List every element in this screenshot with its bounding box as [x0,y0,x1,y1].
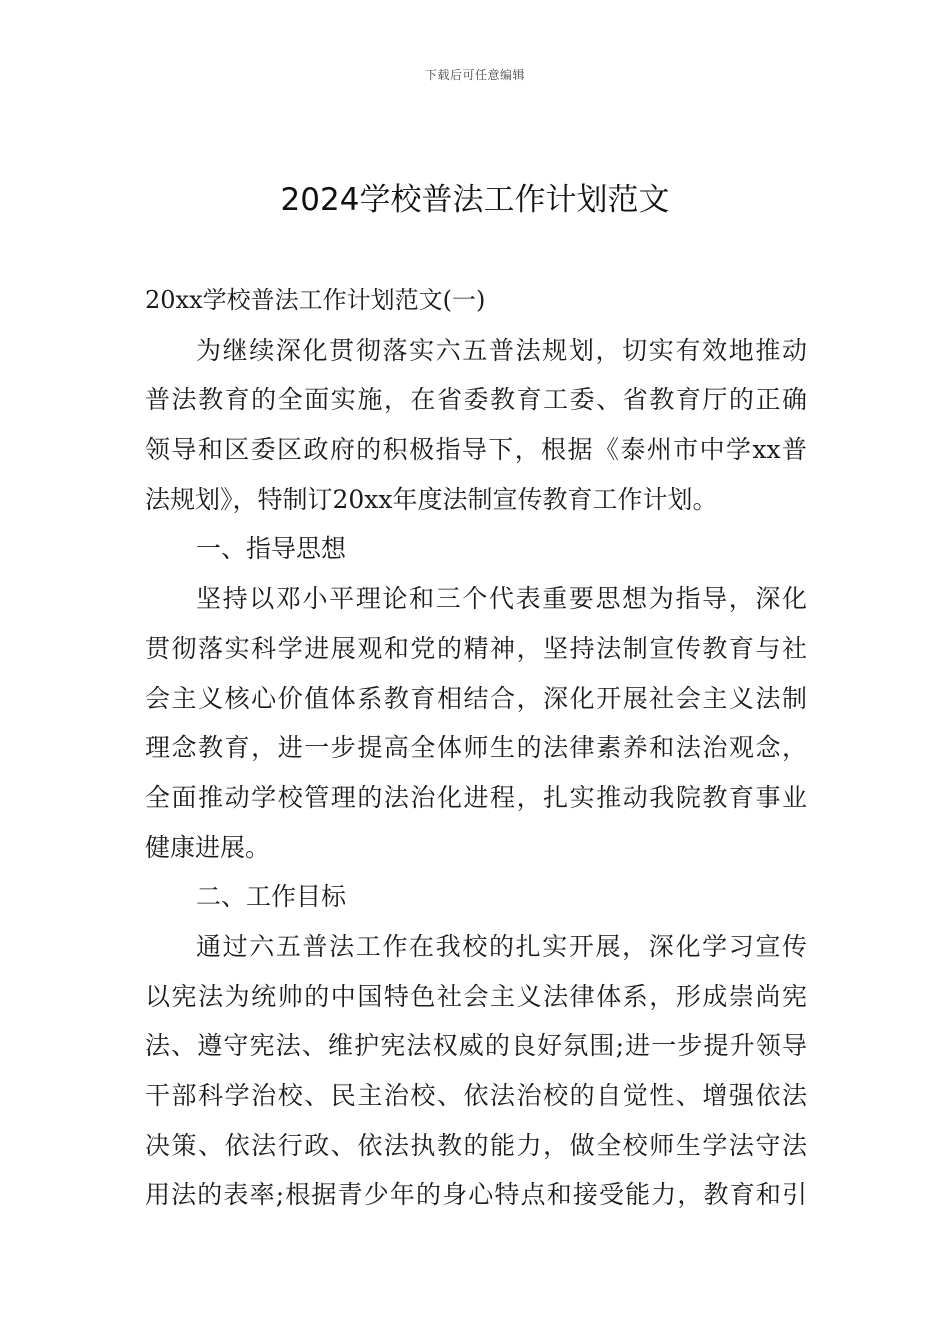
text-line: 普法教育的全面实施，在省委教育工委、省教育厅的正确 [145,385,807,415]
section-heading-guiding-thought: 一、指导思想 [196,534,347,564]
section-subtitle: 20xx学校普法工作计划范文(一) [145,286,486,314]
text-line: 会主义核心价值体系教育相结合，深化开展社会主义法制 [145,683,807,713]
document-title: 2024学校普法工作计划范文 [280,182,670,218]
text-line: 通过六五普法工作在我校的扎实开展，深化学习宣传 [196,931,807,961]
text-line: 理念教育，进一步提高全体师生的法律素养和法治观念， [145,733,807,763]
text-line: 为继续深化贯彻落实六五普法规划，切实有效地推动 [196,335,807,365]
text-line: 法、遵守宪法、维护宪法权威的良好氛围;进一步提升领导 [145,1031,807,1061]
text-line: 法规划》，特制订20xx年度法制宣传教育工作计划。 [145,484,718,514]
paragraph-guiding-thought [145,574,807,872]
text-line: 以宪法为统帅的中国特色社会主义法律体系，形成崇尚宪 [145,981,807,1011]
text-line: 用法的表率;根据青少年的身心特点和接受能力，教育和引 [145,1180,807,1210]
text-line: 坚持以邓小平理论和三个代表重要思想为指导，深化 [196,584,807,614]
paragraph-intro [145,326,807,525]
text-line: 贯彻落实科学进展观和党的精神，坚持法制宣传教育与社 [145,633,807,663]
page-header-note: 下载后可任意编辑 [424,68,525,82]
document-body [145,276,807,1220]
text-line: 决策、依法行政、依法执教的能力，做全校师生学法守法 [145,1130,807,1160]
text-line: 全面推动学校管理的法治化进程，扎实推动我院教育事业 [145,782,807,812]
text-line: 领导和区委区政府的积极指导下，根据《泰州市中学xx普 [145,435,807,465]
text-line: 干部科学治校、民主治校、依法治校的自觉性、增强依法 [145,1081,807,1110]
text-line: 健康进展。 [145,832,271,862]
section-heading-work-goals: 二、工作目标 [196,882,347,912]
paragraph-work-goals [145,922,807,1220]
